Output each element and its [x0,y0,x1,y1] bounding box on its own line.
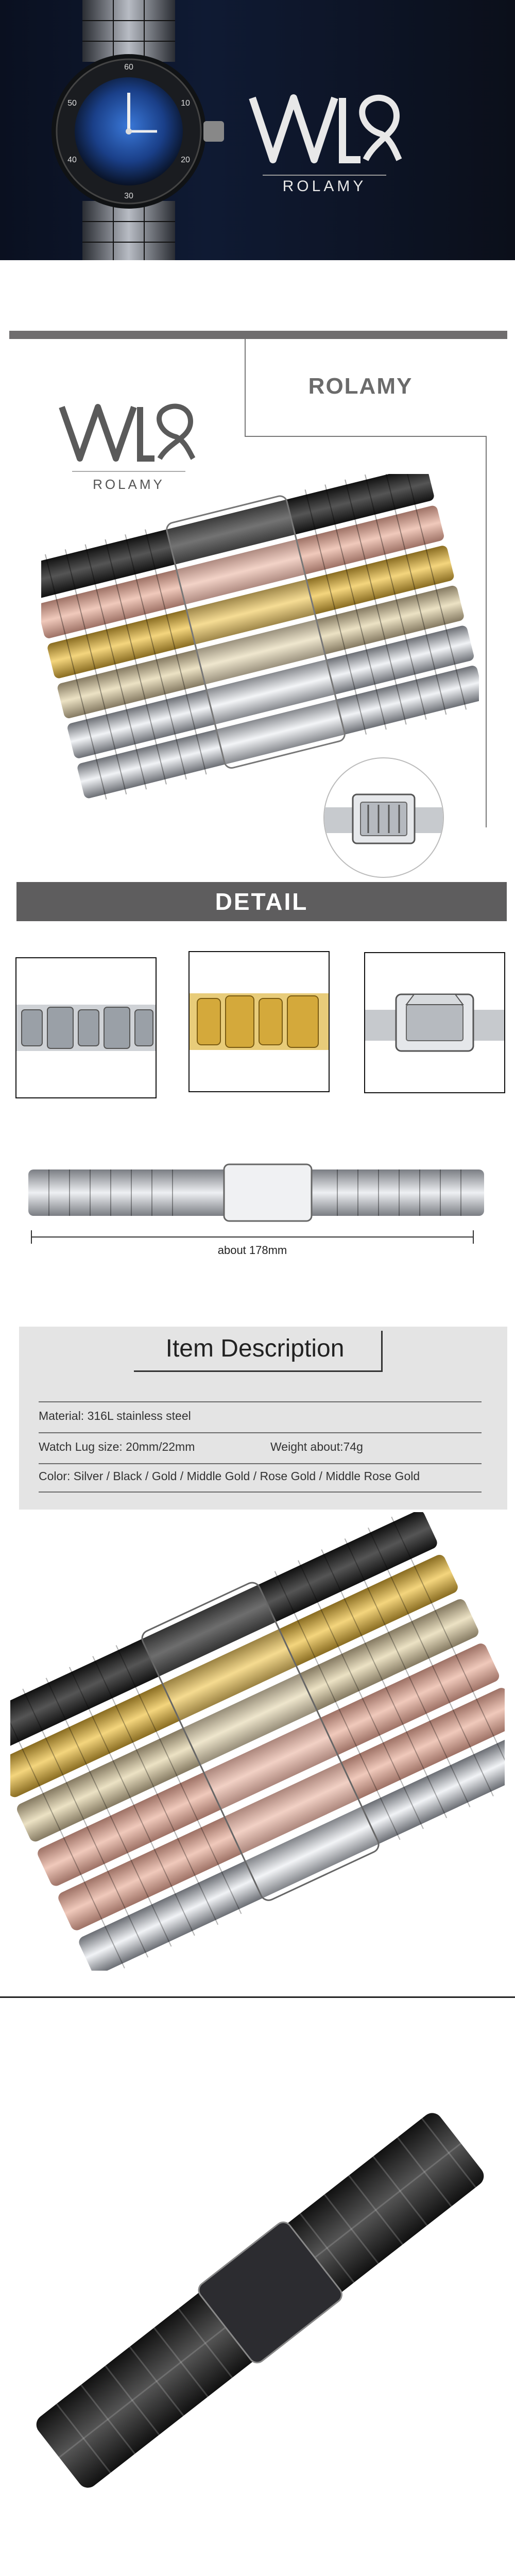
all-colors-bracelets-image [10,1512,505,1971]
section-top-bar [9,331,507,339]
detail-image-gold-links [188,951,330,1092]
bracelet-link-icon [16,958,156,1097]
section-title: ROLAMY [308,374,413,399]
gold-link-icon [190,952,329,1091]
clasp-closeup-image [323,757,444,878]
detail-image-clasp [364,952,505,1093]
lug-size-text: Watch Lug size: 20mm/22mm [39,1440,195,1453]
length-label: about 178mm [217,1244,287,1257]
weight-text: Weight about:74g [270,1440,363,1453]
description-rule [39,1463,482,1464]
material-text: Material: 316L stainless steel [39,1409,191,1422]
hero-brand-name: ROLAMY [282,178,367,195]
description-row-lug [39,1440,482,1454]
bezel-numeral: 20 [181,156,190,164]
description-row-color [39,1469,482,1483]
detail-image-links [15,957,157,1098]
description-rule [39,1432,482,1433]
clasp-icon [324,758,443,877]
logo-brand-name: ROLAMY [93,477,165,492]
title-underline [134,1370,381,1372]
description-row-material [39,1409,482,1423]
dimension-tick [473,1230,474,1244]
rolamy-logo-icon [52,397,206,487]
description-rule [39,1492,482,1493]
color-list-text: Color: Silver / Black / Gold / Middle Gold / Rose Gold / Middle Rose Gold [39,1469,420,1483]
straight-bracelet-image [28,1159,484,1226]
bezel-numeral: 40 [67,156,77,164]
hero-banner [0,0,515,260]
detail-title: DETAIL [215,888,308,915]
section-divider [0,1996,515,1998]
black-bracelet-image [26,2056,494,2545]
description-title: Item Description [165,1335,345,1362]
hero-watch-image [21,0,237,260]
description-rule [39,1401,482,1402]
divider-line [245,339,246,437]
bezel-numeral: 50 [67,99,77,108]
bezel-numeral: 60 [124,63,133,72]
divider-line [245,436,486,437]
clasp-icon [365,953,504,1092]
bracelets-image [41,474,479,804]
title-edge [381,1331,383,1372]
dimension-line [31,1236,474,1238]
divider-line [486,436,487,827]
bezel-numeral: 30 [124,192,133,200]
bezel-numeral: 10 [181,99,190,108]
